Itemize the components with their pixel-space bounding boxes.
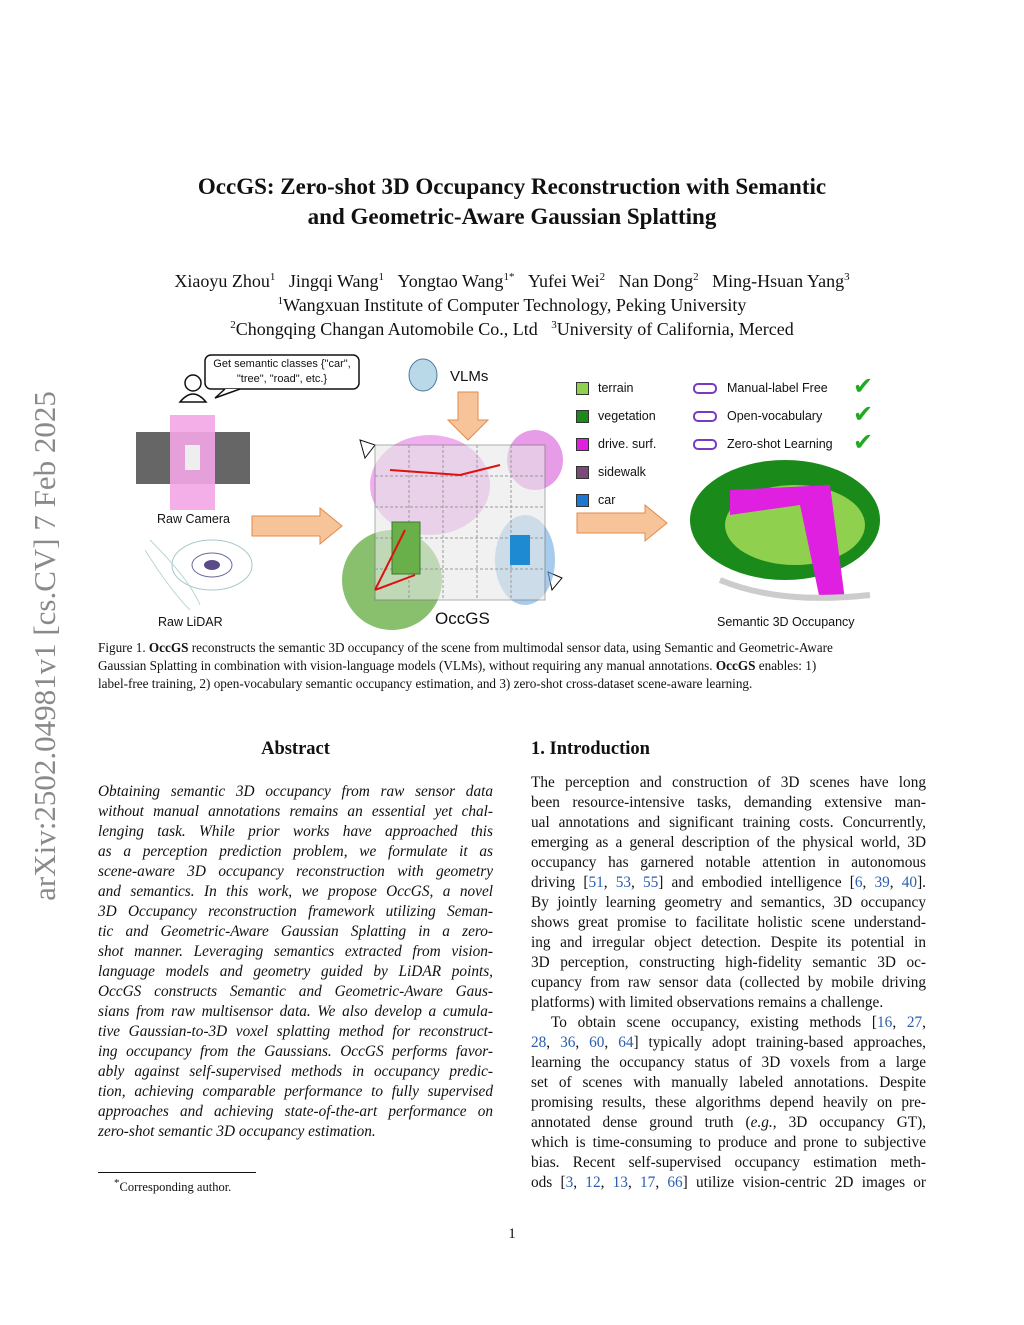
paper-title-line-2: and Geometric-Aware Gaussian Splatting [307, 204, 717, 229]
abstract-line: Obtaining semantic 3D occupancy from raw sensor data [98, 783, 493, 800]
abstract-line: scene-aware 3D occupancy reconstruction with geometry [98, 863, 493, 880]
raw-camera-image [136, 415, 250, 510]
abstract-heading: Abstract [261, 739, 330, 759]
citation-link[interactable]: 12 [585, 1174, 601, 1191]
legend-label: drive. surf. [598, 437, 657, 451]
link-icon [693, 383, 717, 394]
caption-label: Figure 1. [98, 640, 146, 655]
legend-swatch-cube-icon [576, 438, 589, 451]
caption-text: Gaussian Splatting in combination with vision-language models (VLMs), without requiring any manual annotations. [98, 658, 716, 673]
gaussian-voxel-grid [342, 430, 563, 630]
caption-text: enables: 1) [755, 658, 817, 673]
abstract-line: without manual annotations remains an essential yet chal- [98, 803, 493, 820]
legend-swatch-cube-icon [576, 466, 589, 479]
output-label: Semantic 3D Occupancy [717, 615, 855, 629]
author [174, 271, 275, 291]
abstract-line: OccGS constructs Semantic and Geometric-Aware Gaus- [98, 983, 493, 1000]
author [528, 271, 605, 291]
citation-link[interactable]: 16 [877, 1014, 893, 1031]
arxiv-identifier: arXiv:2502.04981v1 [cs.CV] 7 Feb 2025 [27, 391, 62, 901]
abstract-line: ing occupancy from the Gaussians. OccGS performs favor- [98, 1043, 493, 1060]
checkmark-icon: ✔ [853, 401, 874, 428]
abstract-line: tic and Geometric-Aware Gaussian Splatting in a zero- [98, 923, 493, 940]
author-name: Xiaoyu Zhou [174, 271, 270, 291]
author-name: Jingqi Wang [288, 271, 379, 291]
feature-label: Open-vocabulary [727, 409, 823, 423]
page-number: 1 [508, 1226, 516, 1242]
author-affiliation-mark: 2 [599, 271, 606, 283]
legend-item [576, 486, 656, 514]
speech-line: Get semantic classes {"car", [213, 358, 351, 370]
citation-link[interactable]: 39 [874, 874, 890, 891]
author-list [0, 271, 1024, 292]
legend-swatch-cube-icon [576, 410, 589, 423]
citation-link[interactable]: 40 [901, 874, 918, 891]
camera-frustum-icon [360, 440, 375, 458]
author-affiliation-mark: 1 [378, 271, 385, 283]
checkmark-icon: ✔ [853, 373, 874, 400]
abstract-line: and semantics. In this work, we propose OccGS, a novel [98, 883, 493, 900]
introduction-line: To obtain scene occupancy, existing methods [16, 27, [551, 1014, 926, 1031]
checkmark-icon: ✔ [853, 429, 874, 456]
link-icon [693, 439, 717, 450]
introduction-line: platforms) with limited observations remains a challenge. [531, 994, 884, 1011]
footnote-rule [98, 1172, 256, 1173]
citation-link[interactable]: 13 [612, 1174, 628, 1191]
author [398, 271, 515, 291]
abstract-line: 3D Occupancy reconstruction framework utilizing Seman- [98, 903, 493, 920]
introduction-line: emerging as a general description of the physical world, 3D [531, 834, 926, 851]
citation-link[interactable]: 60 [589, 1034, 605, 1051]
author [712, 271, 850, 291]
arrow-right-icon [252, 508, 342, 544]
link-icon [693, 411, 717, 422]
citation-link[interactable]: 53 [615, 874, 632, 891]
legend-swatch-cube-icon [576, 494, 589, 507]
introduction-heading: 1. Introduction [531, 739, 650, 759]
figure-1 [130, 350, 890, 635]
author [289, 271, 384, 291]
affiliation-2-3 [0, 319, 1024, 340]
class-legend [576, 374, 656, 514]
feature-label: Zero-shot Learning [727, 437, 833, 451]
affiliation-text: Wangxuan Institute of Computer Technology, Peking University [283, 295, 747, 315]
author [619, 271, 699, 291]
introduction-line: The perception and construction of 3D scenes have long [531, 774, 926, 791]
introduction-body [531, 773, 926, 1193]
author-name: Yufei Wei [527, 271, 600, 291]
affiliation-mark: 2 [230, 319, 236, 331]
feature-item [693, 402, 883, 430]
legend-label: terrain [598, 381, 634, 395]
introduction-line: cupancy from raw sensor data (collected by mobile driving [531, 974, 926, 991]
citation-link[interactable]: 55 [643, 874, 659, 891]
introduction-line: ing and irregular object detection. Despite its potential in [531, 934, 926, 951]
author-affiliation-mark: 3 [844, 271, 850, 283]
legend-item [576, 402, 656, 430]
introduction-line: 3D perception, constructing high-fidelity semantic 3D oc- [531, 954, 926, 971]
introduction-line: learning the occupancy status of 3D voxels from a large [531, 1054, 926, 1071]
legend-item [576, 458, 656, 486]
citation-link[interactable]: 6 [854, 874, 863, 891]
author-affiliation-mark: 1* [503, 271, 515, 283]
citation-link[interactable]: 51 [588, 874, 604, 891]
citation-link[interactable]: 3 [565, 1174, 574, 1191]
citation-link[interactable]: 27 [906, 1014, 923, 1031]
introduction-line: driving [51, 53, 55] and embodied intelligence [6, 39, 40]. [531, 874, 926, 891]
introduction-line: promising results, these algorithms depend heavily on pre- [531, 1094, 926, 1111]
caption-text: reconstructs the semantic 3D occupancy of the scene from multimodal sensor data, using Semantic and Geometric-Aware [188, 640, 833, 655]
citation-link[interactable]: 17 [640, 1174, 656, 1191]
abstract-line: sians from raw multisensor data. We also develop a cumula- [98, 1003, 493, 1020]
feature-item [693, 430, 883, 458]
affiliation-1 [0, 295, 1024, 316]
introduction-line: ods [3, 12, 13, 17, 66] utilize vision-centric 2D images or [531, 1174, 927, 1191]
feature-list [693, 374, 883, 458]
abstract-line: approaches and achieving state-of-the-art performance on [98, 1103, 493, 1120]
figure-caption [98, 639, 928, 693]
raw-lidar-image [145, 540, 252, 610]
affiliation-text: University of California, Merced [556, 319, 794, 339]
abstract-line: tive Gaussian-to-3D voxel splatting method for reconstruct- [98, 1023, 493, 1040]
abstract-line: shot manner. Leveraging semantics extracted from vision- [98, 943, 493, 960]
speech-line: "tree", "road", etc.} [236, 373, 328, 385]
author-name: Ming-Hsuan Yang [712, 271, 845, 291]
footnote-text: Corresponding author. [119, 1180, 232, 1195]
footnote-mark: * [114, 1177, 120, 1189]
abstract-line: zero-shot semantic 3D occupancy estimation. [98, 1123, 376, 1140]
raw-lidar-label: Raw LiDAR [158, 615, 223, 629]
occgs-label: OccGS [435, 609, 490, 628]
introduction-line: 28, 36, 60, 64] typically adopt training-based approaches, [531, 1034, 926, 1051]
affiliation-mark: 3 [551, 319, 557, 331]
abstract-line: lenging task. While prior works have approached this [98, 823, 493, 840]
caption-bold: OccGS [148, 640, 189, 655]
abstract-line: tion, achieving comparable performance to fully supervised [98, 1083, 493, 1100]
feature-item [693, 374, 883, 402]
introduction-line: By jointly learning geometry and semantics, 3D occupancy [531, 894, 926, 911]
author-name: Yongtao Wang [397, 271, 504, 291]
speech-bubble-text [210, 357, 354, 387]
affiliation-mark: 1 [277, 295, 284, 307]
introduction-line: which is time-consuming to produce and prone to subjective [531, 1134, 926, 1151]
legend-label: vegetation [598, 409, 656, 423]
citation-link[interactable]: 28 [531, 1034, 547, 1051]
arrow-down-icon [448, 392, 488, 440]
raw-camera-label: Raw Camera [157, 512, 230, 526]
semantic-occupancy-image [690, 460, 880, 600]
legend-label: car [598, 493, 616, 507]
feature-label: Manual-label Free [727, 381, 828, 395]
legend-item [576, 374, 656, 402]
author-name: Nan Dong [618, 271, 694, 291]
citation-link[interactable]: 36 [560, 1034, 576, 1051]
abstract-line: ably against self-supervised methods in occupancy predic- [98, 1063, 493, 1080]
introduction-line: shows great promise to facilitate holistic scene understand- [531, 914, 926, 931]
introduction-line: occupancy has garnered notable attention in autonomous [531, 854, 926, 871]
introduction-line: ual annotations and significant training costs. Concurrently, [531, 814, 926, 831]
citation-link[interactable]: 64 [618, 1034, 634, 1051]
introduction-line: been resource-intensive tasks, demanding extensive man- [531, 794, 926, 811]
citation-link[interactable]: 66 [667, 1174, 683, 1191]
introduction-line: annotated dense ground truth (e.g., 3D occupancy GT), [531, 1114, 927, 1131]
paper-title-line-1: OccGS: Zero-shot 3D Occupancy Reconstruction with Semantic [197, 174, 827, 199]
affiliation-text: Chongqing Changan Automobile Co., Ltd [235, 319, 538, 339]
vlm-logo-icon [409, 359, 437, 391]
introduction-line: set of scenes with manually labeled annotations. Despite [531, 1074, 926, 1091]
author-affiliation-mark: 1 [269, 271, 276, 283]
abstract-line: language models and geometry guided by LiDAR points, [98, 963, 493, 980]
legend-label: sidewalk [598, 465, 646, 479]
abstract-line: as a perception prediction problem, we formulate it as [98, 843, 493, 860]
legend-item [576, 430, 656, 458]
caption-text: label-free training, 2) open-vocabulary semantic occupancy estimation, and 3) zero-shot cross-dataset scene-aware learning. [98, 676, 753, 691]
author-affiliation-mark: 2 [693, 271, 699, 283]
footnote [114, 1177, 231, 1195]
introduction-line: bias. Recent self-supervised occupancy estimation meth- [531, 1154, 926, 1171]
user-icon [180, 375, 206, 402]
vlms-label: VLMs [450, 368, 489, 385]
abstract-body [98, 782, 493, 1142]
legend-swatch-cube-icon [576, 382, 589, 395]
caption-bold: OccGS [715, 658, 756, 673]
